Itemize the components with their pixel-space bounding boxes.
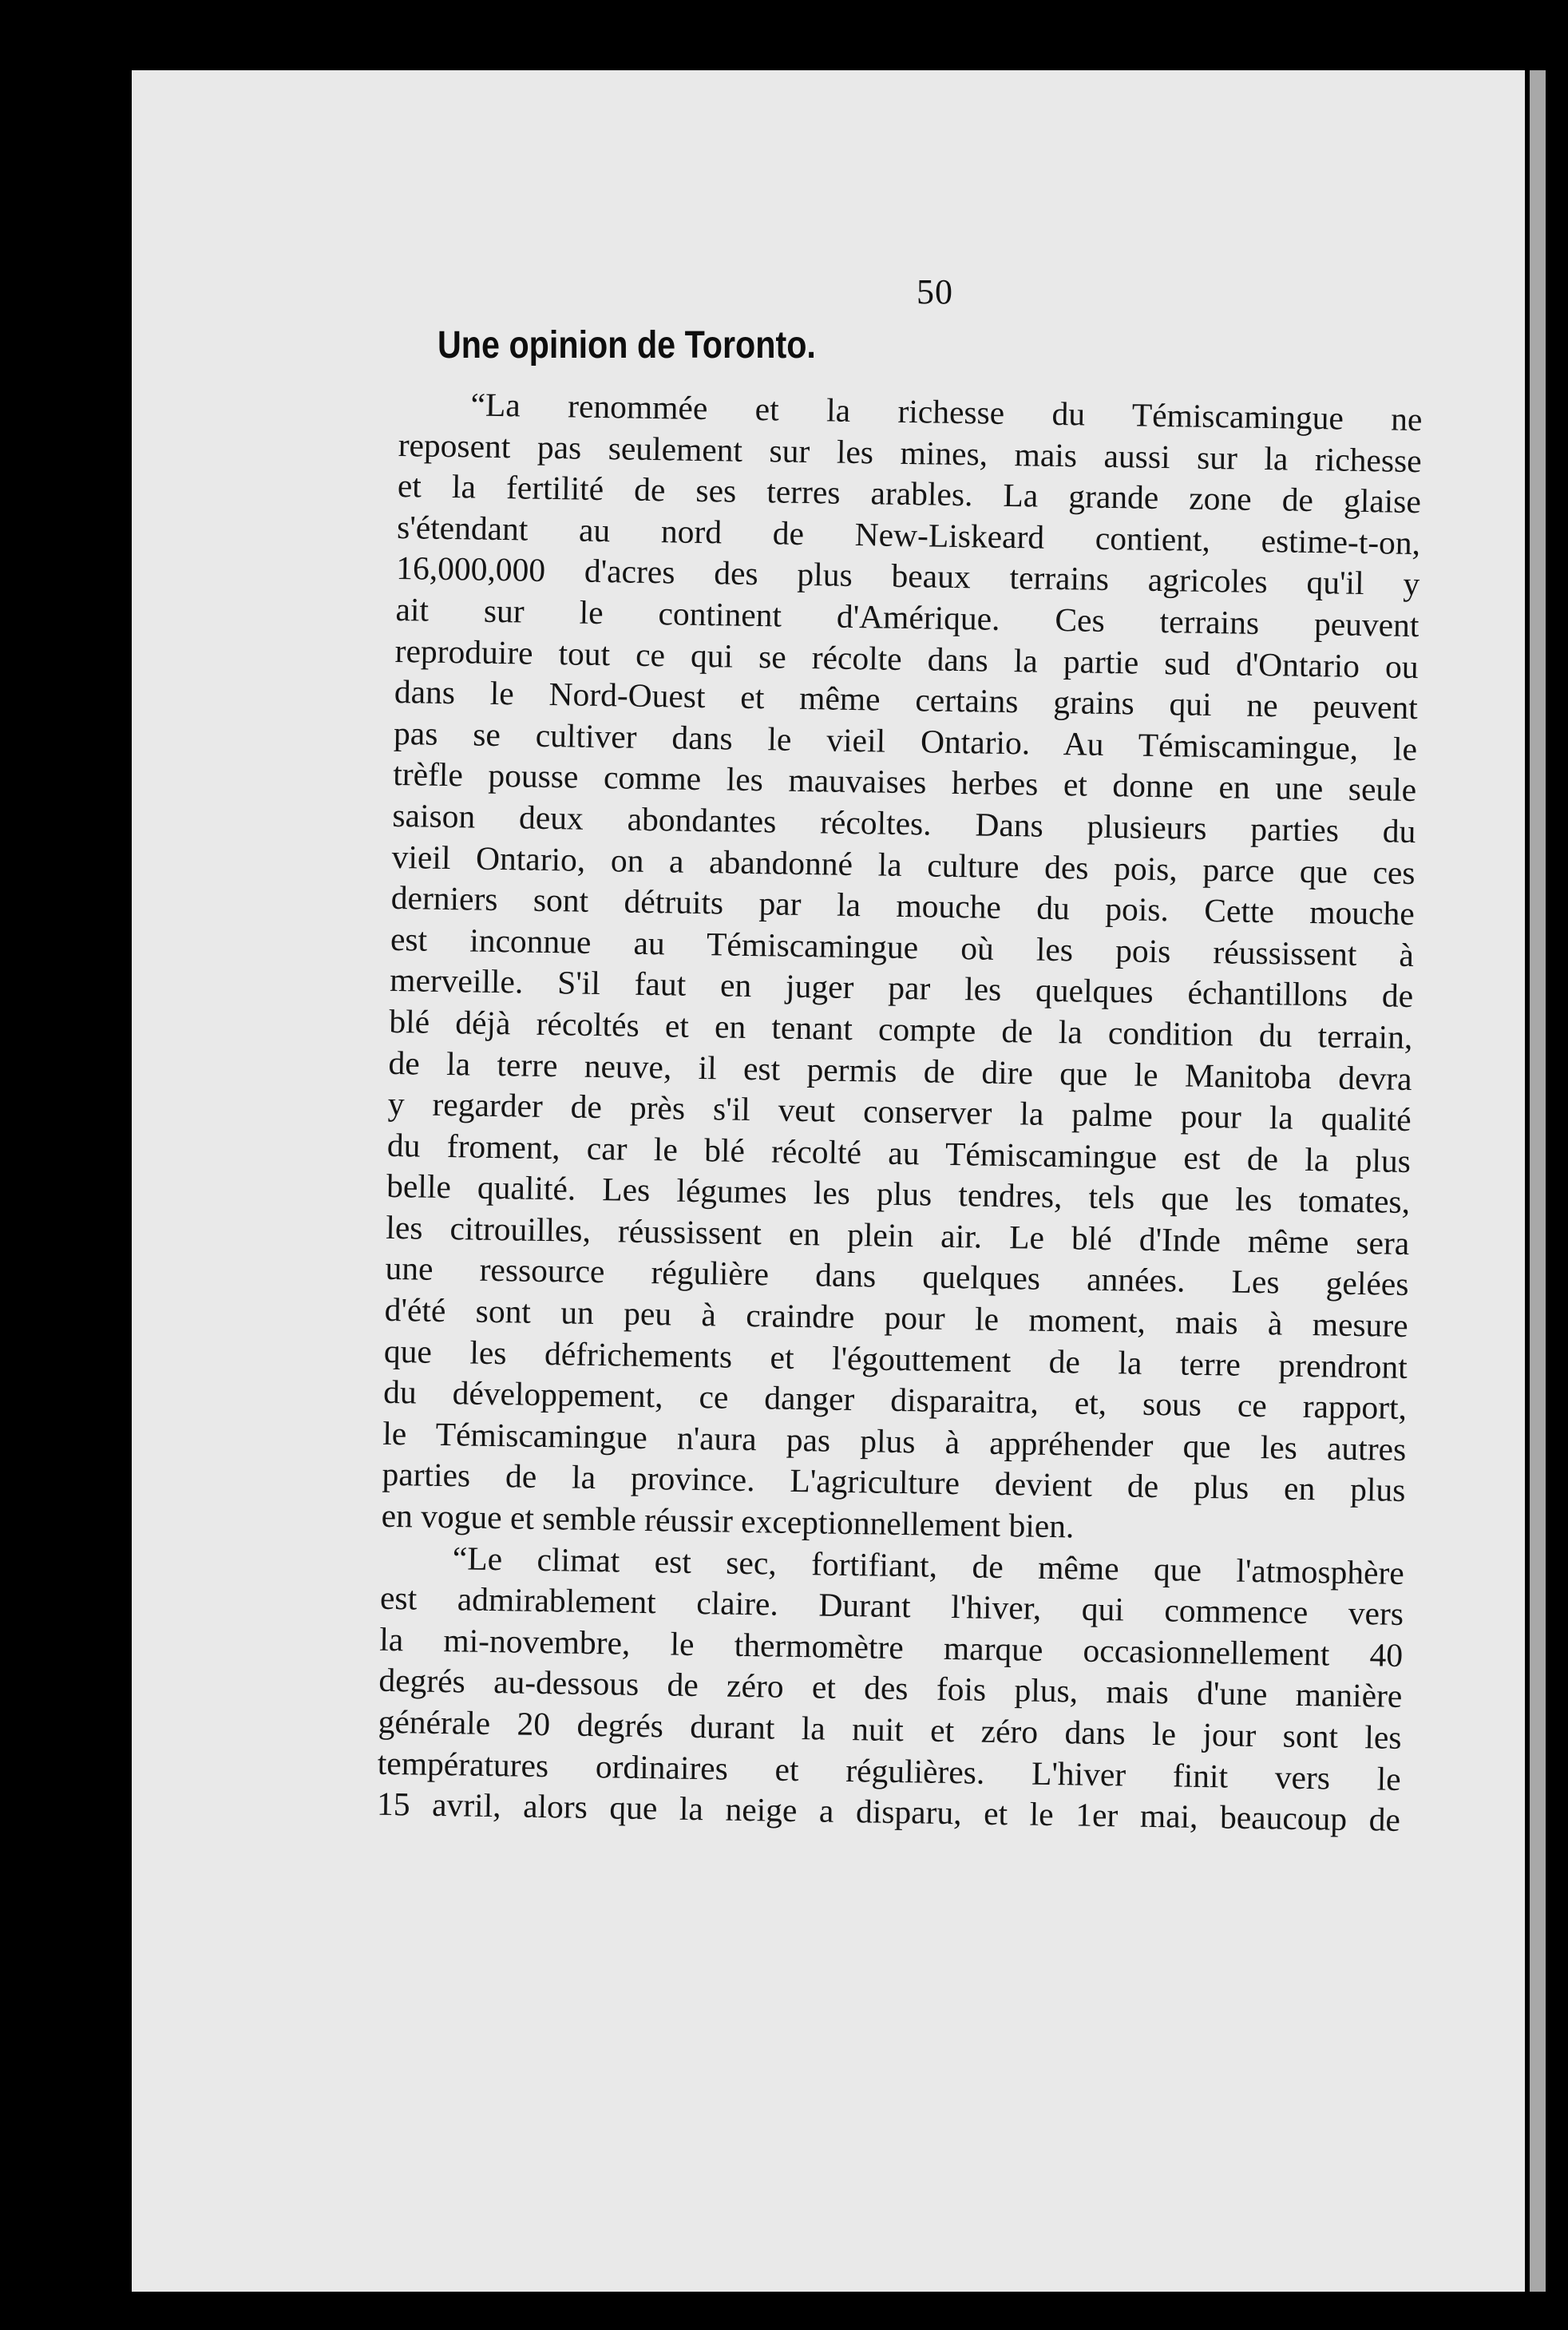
- text-line: saison deux abondantes récoltes. Dans plusieurs parties du: [392, 796, 1416, 850]
- page-edge-shadow: [1530, 70, 1546, 2292]
- text-line: le Témiscamingue n'aura pas plus à appréhender que les autres: [382, 1414, 1407, 1468]
- text-line: températures ordinaires et régulières. L'hiver finit vers le: [377, 1744, 1402, 1797]
- text-line: la mi-novembre, le thermomètre marque occasionnellement 40: [378, 1620, 1404, 1674]
- text-line: 16,000,000 d'acres des plus beaux terrains agricoles qu'il y: [396, 549, 1420, 603]
- text-line: est admirablement claire. Durant l'hiver, qui commence vers: [379, 1579, 1404, 1633]
- text-line: reposent pas seulement sur les mines, mais aussi sur la richesse: [398, 426, 1422, 479]
- text-line: vieil Ontario, on a abandonné la culture des pois, parce que ces: [391, 838, 1416, 891]
- text-line: y regarder de près s'il veut conserver la palme pour la qualité: [387, 1084, 1412, 1139]
- text-line: dans le Nord-Ouest et même certains grains qui ne peuvent: [394, 673, 1419, 727]
- text-line: que les défrichements et l'égouttement de la terre prendront: [383, 1332, 1408, 1385]
- text-line: derniers sont détruits par la mouche du pois. Cette mouche: [390, 879, 1416, 933]
- text-line: une ressource régulière dans quelques années. Les gelées: [385, 1250, 1409, 1303]
- text-line: belle qualité. Les légumes les plus tendres, tels que les tomates,: [386, 1167, 1411, 1221]
- paragraph-1: [381, 383, 1423, 1553]
- page-number: 50: [917, 272, 953, 311]
- text-line: de la terre neuve, il est permis de dire que le Manitoba devra: [388, 1044, 1412, 1097]
- text-line: ait sur le continent d'Amérique. Ces terrains peuvent: [395, 590, 1420, 644]
- text-line: trèfle pousse comme les mauvaises herbes et donne en une seule: [392, 755, 1417, 809]
- text-line: parties de la province. L'agriculture devient de plus en plus: [382, 1456, 1406, 1509]
- text-line: blé déjà récoltés et en tenant compte de la condition du terrain,: [389, 1002, 1413, 1056]
- text-line: 15 avril, alors que la neige a disparu, et le 1er mai, beaucoup de: [376, 1785, 1401, 1839]
- text-line: degrés au-dessous de zéro et des fois plus, mais d'une manière: [378, 1662, 1403, 1715]
- text-line: générale 20 degrés durant la nuit et zéro dans le jour sont les: [378, 1702, 1402, 1756]
- text-line: pas se cultiver dans le vieil Ontario. Au Témiscamingue, le: [393, 714, 1418, 767]
- text-line: reproduire tout ce qui se récolte dans la partie sud d'Ontario ou: [394, 632, 1419, 685]
- text-line: “Le climat est sec, fortifiant, de même que l'atmosphère: [452, 1539, 1405, 1591]
- text-line: s'étendant au nord de New-Liskeard contient, estime-t-on,: [396, 508, 1421, 561]
- text-line: “La renommée et la richesse du Témiscamingue ne: [470, 386, 1423, 438]
- text-line: du froment, car le blé récolté au Témiscamingue est de la plus: [386, 1126, 1412, 1179]
- text-line: du développement, ce danger disparaitra, et, sous ce rapport,: [382, 1373, 1408, 1427]
- text-line: et la fertilité de ses terres arables. La grande zone de glaise: [397, 467, 1422, 521]
- text-line: est inconnue au Témiscamingue où les pois réussissent à: [390, 920, 1415, 973]
- text-line: en vogue et semble réussir exceptionnellement bien.: [381, 1496, 1075, 1545]
- text-line: merveille. S'il faut en juger par les quelques échantillons de: [389, 961, 1414, 1015]
- body-text: [377, 383, 1423, 1841]
- paragraph-2: [377, 1536, 1405, 1841]
- section-heading: Une opinion de Toronto.: [438, 324, 816, 367]
- text-line: d'été sont un peu à craindre pour le moment, mais à mesure: [384, 1290, 1408, 1345]
- text-line: les citrouilles, réussissent en plein air. Le blé d'Inde même sera: [386, 1208, 1410, 1262]
